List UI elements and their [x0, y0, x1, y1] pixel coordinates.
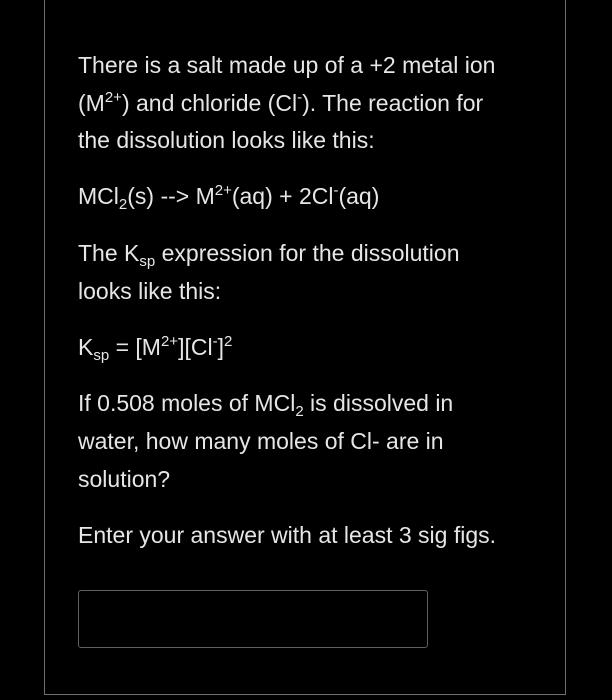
intro-line-3: the dissolution looks like this:	[78, 127, 375, 153]
instruction-text: Enter your answer with at least 3 sig figs.	[78, 522, 497, 548]
answer-input[interactable]	[78, 590, 428, 648]
dissolution-reaction: MCl$_2$(s) --> $M^{2+}(aq) + 2Cl^-(aq)$	[78, 182, 380, 213]
intro-line-1: There is a salt made up of a +2 metal ion	[78, 52, 496, 78]
problem-line-3: solution?	[78, 466, 171, 492]
problem-line-1: If 0.508 moles of MCl$_2$ is dissolved in	[78, 390, 454, 420]
intro-line-2: $(M^{2+})$ and chloride (Cl-). The reaction for	[78, 89, 484, 116]
ksp-expression: $K_{sp} = [M^{2+}][Cl^-]^2$	[78, 333, 233, 364]
ksp-intro-line-2: looks like this:	[78, 278, 222, 304]
problem-line-2: water, how many moles of Cl- are in	[78, 428, 444, 454]
ksp-intro-line-1: The $K_{sp}$ expression for the dissolution	[78, 240, 460, 270]
